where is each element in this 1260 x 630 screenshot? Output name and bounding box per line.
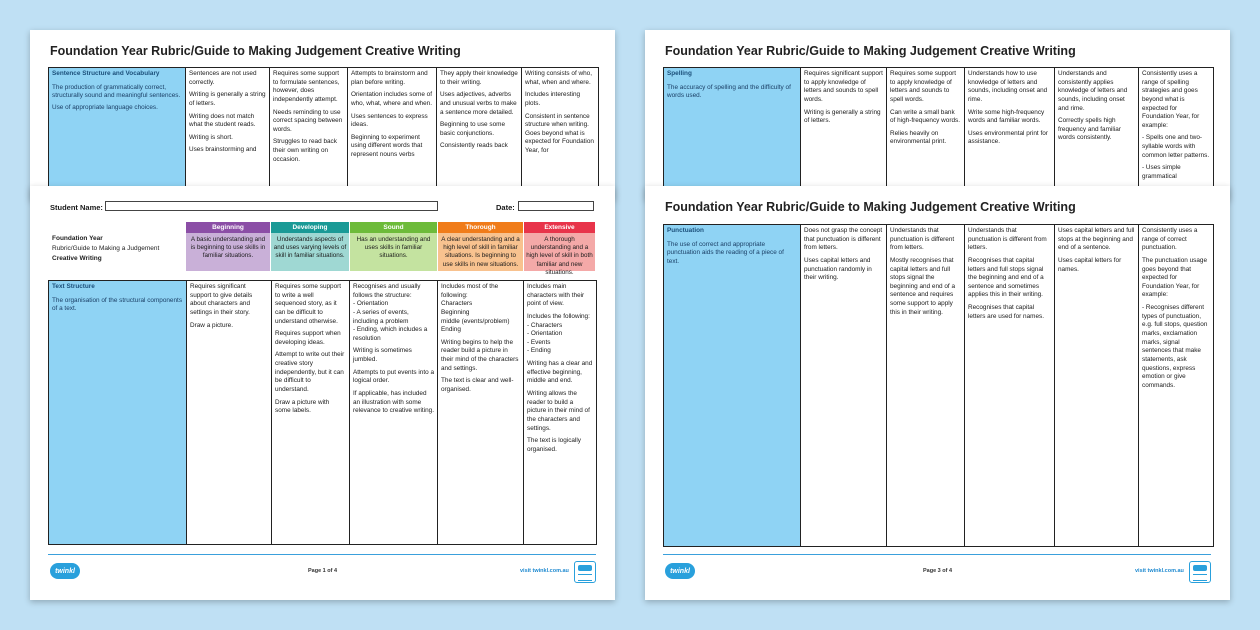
student-name-label: Student Name: bbox=[50, 203, 103, 212]
twinkl-badge-icon bbox=[574, 561, 596, 583]
right-back-page bbox=[645, 30, 1230, 200]
sentence-sound-cell: Attempts to brainstorm and plan before writing. Orientation includes some of who, what, where and when. Uses sentences to express ideas. Beginning to experiment using different words that represent nouns verbs bbox=[348, 68, 437, 208]
footer-divider bbox=[663, 554, 1211, 555]
footer-url[interactable]: visit twinkl.com.au bbox=[520, 568, 569, 574]
spelling-extensive-cell: Consistently uses a range of spelling strategies and goes beyond what is expected for Foundation Year, for example: - Spells one and two-syllable words with common letter patterns. - Uses simple grammatical bbox=[1139, 68, 1214, 208]
punctuation-sound-cell: Understands that punctuation is different from letters. Recognises that capital letters and full stops signal the beginning and end of a sentence and sometimes applies this in their writing. Recognises that capital letters are used for names. bbox=[965, 225, 1055, 547]
text-structure-table bbox=[48, 280, 597, 545]
spelling-developing-cell: Requires some support to apply knowledge of letters and sounds to spell words. Can write a small bank of high-frequency words. Relies heavily on environmental print. bbox=[887, 68, 965, 208]
text-structure-sound-cell: Recognises and usually follows the structure: - Orientation - A series of events, including a problem - Ending, which includes a resolution Writing is sometimes jumbled. Attempts to put events into a logical order. If applicable, has included an illustration with some relevance to creative writing. bbox=[350, 281, 438, 545]
twinkl-logo: twinkl bbox=[50, 563, 80, 579]
level-sound: Sound Has an understanding and uses skills in familiar situations. bbox=[350, 222, 437, 271]
page-title: Foundation Year Rubric/Guide to Making Judgement Creative Writing bbox=[50, 44, 461, 58]
student-name-field[interactable] bbox=[105, 201, 438, 211]
criterion-sentence-structure: Sentence Structure and Vocabulary The production of grammatically correct, structurally sound and meaningful sentences. Use of appropriate language choices. bbox=[49, 68, 186, 208]
punctuation-table bbox=[663, 224, 1214, 547]
page-title: Foundation Year Rubric/Guide to Making Judgement Creative Writing bbox=[665, 44, 1076, 58]
level-developing: Developing Understands aspects of and uses varying levels of skill in familiar situations. bbox=[271, 222, 349, 271]
page-number: Page 1 of 4 bbox=[308, 568, 338, 574]
text-structure-beginning-cell: Requires significant support to give details about characters and settings in their story. Draw a picture. bbox=[187, 281, 272, 545]
date-field[interactable] bbox=[518, 201, 594, 211]
text-structure-extensive-cell: Includes main characters with their point of view. Includes the following: - Characters - Orientation - Events - Ending Writing has a clear and effective beginning, middle and end. Writing allows the reader to build a picture in their mind of the characters and settings. The text is logically organised. bbox=[524, 281, 597, 545]
twinkl-badge-icon bbox=[1189, 561, 1211, 583]
criterion-punctuation: Punctuation The use of correct and appropriate punctuation aids the reading of a piece of text. bbox=[664, 225, 801, 547]
footer-divider bbox=[48, 554, 596, 555]
punctuation-beginning-cell: Does not grasp the concept that punctuation is different from letters. Uses capital letters and punctuation randomly in their writing. bbox=[801, 225, 887, 547]
text-structure-thorough-cell: Includes most of the following: Characters Beginning middle (events/problem) Ending Writing begins to help the reader build a picture in their mind of the characters and settings. The text is clear and well-organised. bbox=[438, 281, 524, 545]
footer-url[interactable]: visit twinkl.com.au bbox=[1135, 568, 1184, 574]
page-number: Page 3 of 4 bbox=[923, 568, 953, 574]
sentence-beginning-cell: Sentences are not used correctly. Writing is generally a string of letters. Writing does not match what the student reads. Writing is short. Uses brainstorming and bbox=[186, 68, 270, 208]
page-title: Foundation Year Rubric/Guide to Making Judgement Creative Writing bbox=[665, 200, 1076, 214]
punctuation-thorough-cell: Uses capital letters and full stops at the beginning and end of a sentence. Uses capital letters for names. bbox=[1055, 225, 1139, 547]
criterion-spelling: Spelling The accuracy of spelling and the difficulty of words used. bbox=[664, 68, 801, 208]
right-front-page bbox=[645, 186, 1230, 600]
level-thorough: Thorough A clear understanding and a high level of skill in familiar situations. Is beginning to use skills in new situations. bbox=[438, 222, 523, 271]
left-front-page bbox=[30, 186, 615, 600]
punctuation-developing-cell: Understands that punctuation is different from letters. Mostly recognises that capital letters and full stops signal the beginning and end of a sentence and requires some support to apply this in their writing. bbox=[887, 225, 965, 547]
sentence-developing-cell: Requires some support to formulate sentences, however, does independently attempt. Needs reminding to use correct spacing between words. Struggles to read back their own writing on occasion. bbox=[270, 68, 348, 208]
text-structure-developing-cell: Requires some support to write a well sequenced story, as it can be difficult to understand otherwise. Requires support when developing ideas. Attempt to write out their creative story independently, but it can be difficult to understand. Draw a picture with some labels. bbox=[272, 281, 350, 545]
sentence-thorough-cell: They apply their knowledge to their writing. Uses adjectives, adverbs and unusual verbs to make a sentence more detailed. Beginning to use some basic conjunctions. Consistently reads back bbox=[437, 68, 522, 208]
level-beginning: Beginning A basic understanding and is beginning to use skills in familiar situations. bbox=[186, 222, 270, 271]
spelling-beginning-cell: Requires significant support to apply knowledge of letters and sounds to spell words. Writing is generally a string of letters. bbox=[801, 68, 887, 208]
sentence-extensive-cell: Writing consists of who, what, when and where. Includes interesting plots. Consistent in sentence structure when writing. Goes beyond what is expected for Foundation Year, for bbox=[522, 68, 599, 208]
criterion-text-structure: Text Structure The organisation of the structural components of a text. bbox=[49, 281, 187, 545]
spelling-thorough-cell: Understands and consistently applies knowledge of letters and sounds, including onset and rime. Correctly spells high frequency and familiar words consistently. bbox=[1055, 68, 1139, 208]
left-back-page bbox=[30, 30, 615, 200]
twinkl-logo: twinkl bbox=[665, 563, 695, 579]
punctuation-extensive-cell: Consistently uses a range of correct punctuation. The punctuation usage goes beyond that expected for Foundation Year, for example: - Recognises different types of punctuation, e.g. full stops, question marks, exclamation marks, signal sentences that make statements, ask questions, express emotion or give commands. bbox=[1139, 225, 1214, 547]
spelling-sound-cell: Understands how to use knowledge of letters and sounds, including onset and rime. Write some high-frequency words and familiar words. Uses environmental print for assistance. bbox=[965, 68, 1055, 208]
rubric-header-label: Foundation Year Rubric/Guide to Making a Judgement Creative Writing bbox=[52, 235, 160, 262]
level-extensive: Extensive A thorough understanding and a high level of skill in both familiar and new situations. bbox=[524, 222, 595, 271]
date-label: Date: bbox=[496, 203, 515, 212]
